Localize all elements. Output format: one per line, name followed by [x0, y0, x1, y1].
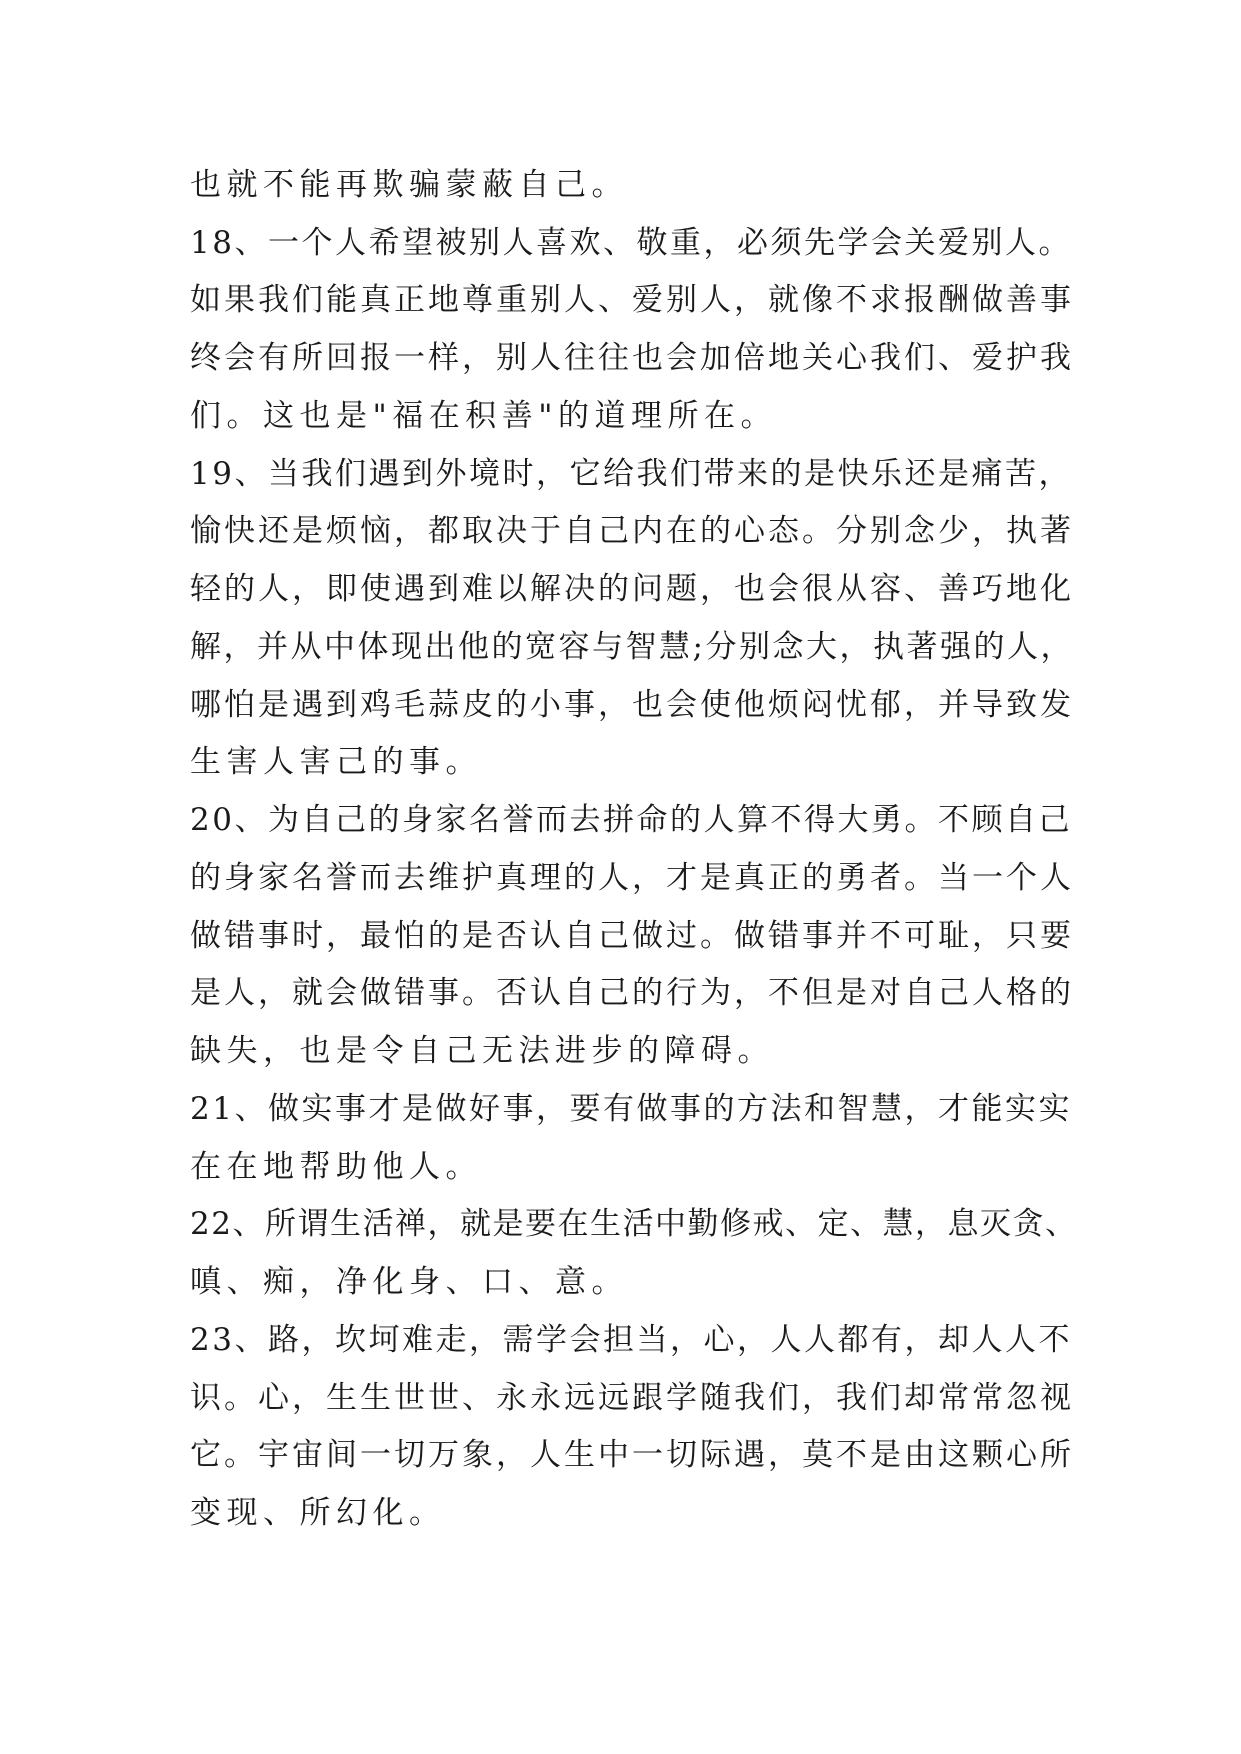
- text-line: 21、做实事才是做好事，要有做事的方法和智慧，才能实实: [190, 1091, 1072, 1127]
- text-line: 18、一个人希望被别人喜欢、敬重，必须先学会关爱别人。: [190, 225, 1072, 261]
- text-line: 哪怕是遇到鸡毛蒜皮的小事，也会使他烦闷忧郁，并导致发: [190, 687, 1074, 723]
- text-line: 如果我们能真正地尊重别人、爱别人，就像不求报酬做善事: [190, 282, 1074, 318]
- text-line: 22、所谓生活禅，就是要在生活中勤修戒、定、慧，息灭贪、: [190, 1206, 1078, 1242]
- text-line: 们。这也是"福在积善"的道理所在。: [190, 398, 778, 434]
- text-line: 缺失，也是令自己无法进步的障碍。: [190, 1033, 774, 1069]
- text-line: 做错事时，最怕的是否认自己做过。做错事并不可耻，只要: [190, 918, 1074, 954]
- text-line: 轻的人，即使遇到难以解决的问题，也会很从容、善巧地化: [190, 571, 1074, 607]
- text-line: 在在地帮助他人。: [190, 1149, 482, 1185]
- text-line: 也就不能再欺骗蒙蔽自己。: [190, 167, 628, 203]
- text-line: 变现、所幻化。: [190, 1495, 446, 1531]
- text-line: 终会有所回报一样，别人往往也会加倍地关心我们、爱护我: [190, 340, 1074, 376]
- text-line: 嗔、痴，净化身、口、意。: [190, 1264, 628, 1300]
- text-line: 19、当我们遇到外境时，它给我们带来的是快乐还是痛苦，: [190, 456, 1072, 492]
- text-line: 生害人害己的事。: [190, 744, 482, 780]
- text-line: 识。心，生生世世、永永远远跟学随我们，我们却常常忽视: [190, 1380, 1074, 1416]
- text-line: 它。宇宙间一切万象，人生中一切际遇，莫不是由这颗心所: [190, 1437, 1074, 1473]
- text-line: 23、路，坎坷难走，需学会担当，心，人人都有，却人人不: [190, 1322, 1072, 1358]
- text-line: 的身家名誉而去维护真理的人，才是真正的勇者。当一个人: [190, 860, 1074, 896]
- text-line: 是人，就会做错事。否认自己的行为，不但是对自己人格的: [190, 975, 1074, 1011]
- text-line: 解，并从中体现出他的宽容与智慧;分别念大，执著强的人，: [190, 629, 1074, 665]
- text-line: 20、为自己的身家名誉而去拼命的人算不得大勇。不顾自己: [190, 802, 1072, 838]
- text-line: 愉快还是烦恼，都取决于自己内在的心态。分别念少，执著: [190, 513, 1074, 549]
